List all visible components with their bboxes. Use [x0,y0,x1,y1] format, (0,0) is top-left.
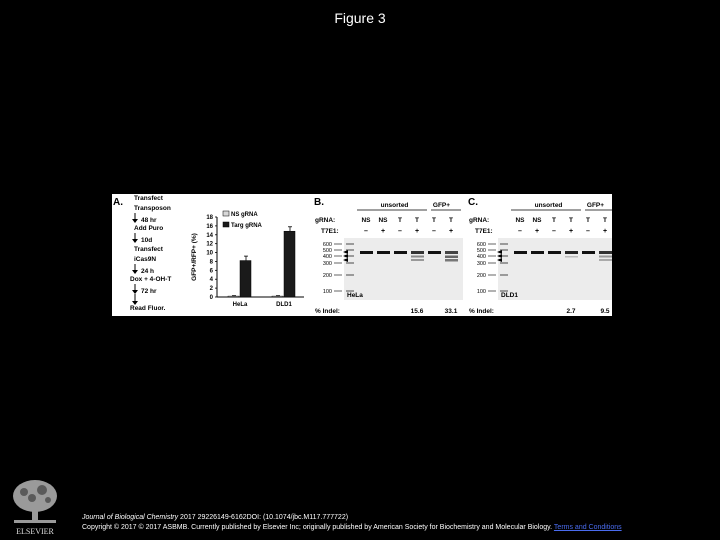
journal-name: Journal of Biological Chemistry [82,514,179,521]
panel-c-marker-label: 400 [476,254,486,260]
workflow-step: Transposon [134,205,171,212]
panel-c-lane-band [599,256,612,258]
panel-b-indel-value: 33.1 [444,308,458,315]
workflow-time: 72 hr [141,288,157,295]
panel-b-lane-band [377,251,390,254]
panel-b-marker-label: 400 [322,254,332,260]
panel-b-cell-line: HeLa [347,292,363,299]
panel-b-ladder-band [346,243,354,244]
legend-label: NS gRNA [231,212,258,218]
bar [284,231,295,297]
panel-c-t7-label: T7E1: [475,228,493,235]
panel-b-t7-lane: + [448,228,454,235]
panel-c-t7-lane: – [518,228,522,235]
panel-b-lane-band [445,251,458,254]
panel-b-t7-lane: + [380,228,386,235]
panel-b-grna-lane: T [449,217,453,224]
panel-b-lane-band [445,256,458,259]
panel-b-grna-lane: NS [378,217,388,224]
legend-swatch [223,222,229,227]
legend-label: Targ gRNA [231,223,262,229]
panel-c-marker-label: 600 [476,242,486,248]
figure-canvas [112,194,612,316]
workflow-step: Read Fluor. [130,305,166,312]
workflow-arrowhead [132,239,138,243]
y-tick-label: 0 [209,295,213,301]
panel-c-t7-lane: – [586,228,590,235]
panel-b-t7-lane: – [432,228,436,235]
panel-b-grna-lane: NS [361,217,371,224]
panel-c-ladder-band [500,274,508,275]
legend-swatch [223,211,229,216]
y-tick-label: 16 [206,223,213,230]
panel-c-grna-lane: NS [532,217,542,224]
workflow-step: Dox + 4-OH-T [130,276,172,283]
panel-c-grna-lane: T [552,217,556,224]
panel-b-t7-lane: – [398,228,402,235]
panel-c-label: C. [468,197,478,208]
panel-b-indel-label: % Indel: [315,308,340,315]
panel-c-cell-line: DLD1 [501,292,518,299]
panel-c-gel [498,238,612,300]
panel-b-indel-value: 15.6 [410,308,424,315]
panel-c-lane-band [599,259,612,261]
slide-title: Figure 3 [334,10,386,26]
panel-c-marker-label: 200 [476,273,486,279]
copyright-text: Copyright © 2017 © 2017 ASBMB. Currently published by Elsevier Inc; originally published by American Society for Biochemistry and Molecular Biology. [82,524,553,531]
panel-b-grna-lane: T [432,217,436,224]
panel-c-marker-label: 300 [476,261,486,267]
panel-b-lane-band [445,259,458,262]
panel-b-grna-lane: T [415,217,419,224]
panel-c-ladder-band [500,243,508,244]
y-tick-label: 10 [206,250,213,257]
panel-c-grna-lane: T [569,217,573,224]
workflow-step: iCas9N [134,256,157,263]
panel-c-grna-label: gRNA: [469,217,490,224]
panel-b-marker-label: 200 [322,273,332,279]
panel-c-t7-lane: + [602,228,608,235]
panel-c-lane-band [548,251,561,254]
panel-c-lane-band [565,251,578,254]
panel-c-ladder-band [500,262,508,263]
bar [272,296,283,297]
citation-text: 2017 29226149-6162DOI: (10.1074/jbc.M117.777722) [178,514,349,521]
workflow-arrowhead [132,219,138,223]
panel-c-marker-label: 100 [476,289,486,295]
panel-c-marker-label: 500 [476,248,486,254]
logo-text: ELSEVIER [16,527,54,536]
panel-c-header-unsorted: unsorted [534,202,563,209]
y-tick-label: 14 [206,232,213,239]
panel-c-t7-lane: – [552,228,556,235]
x-tick-label: DLD1 [276,302,292,308]
panel-b-grna-label: gRNA: [315,217,336,224]
panel-c-indel-label: % Indel: [469,308,494,315]
x-tick-label: HeLa [232,302,248,308]
panel-b-t7-lane: – [364,228,368,235]
panel-b-t7-lane: + [414,228,420,235]
panel-c-indel-value: 2.7 [566,308,576,315]
y-tick-label: 4 [209,277,213,284]
y-tick-label: 2 [209,286,213,293]
panel-b-lane-band [360,251,373,254]
panel-c-lane-band [599,251,612,254]
panel-c-header-sorted: GFP+ [586,202,605,209]
panel-b-grna-lane: T [398,217,402,224]
workflow-arrowhead [132,290,138,294]
panel-b-lane-band [394,251,407,254]
terms-link[interactable]: Terms and Conditions [553,524,622,531]
panel-c-lane-band [514,251,527,254]
panel-b-t7-label: T7E1: [321,228,339,235]
workflow-time: 10d [141,237,153,244]
panel-c-t7-lane: + [568,228,574,235]
y-tick-label: 12 [206,241,213,248]
panel-b-marker-label: 100 [322,289,332,295]
panel-a-label: A. [113,197,123,208]
panel-b-ladder-band [346,274,354,275]
workflow-step: Transfect [134,246,163,253]
panel-c-t7-lane: + [534,228,540,235]
panel-b-label: B. [314,197,324,208]
panel-b-ladder-band [346,262,354,263]
figure-panel [112,194,612,316]
workflow-time: 24 h [141,268,155,275]
panel-b-lane-band [428,251,441,254]
bar [228,296,239,297]
workflow-step: Transfect [134,195,163,202]
panel-c-indel-value: 9.5 [600,308,610,315]
panel-c-grna-lane: T [603,217,607,224]
panel-b-header-unsorted: unsorted [380,202,409,209]
y-tick-label: 18 [206,215,213,221]
panel-c-grna-lane: T [586,217,590,224]
bar [240,261,251,297]
panel-b-marker-label: 500 [322,248,332,254]
panel-b-lane-band [411,256,424,258]
y-tick-label: 8 [209,259,213,266]
panel-c-lane-band [531,251,544,254]
workflow-time: 48 hr [141,217,157,224]
workflow-step: Add Puro [134,225,164,232]
elsevier-logo-icon [4,476,66,538]
y-axis-label: GFP+/RFP+ (%) [191,233,198,281]
panel-b-marker-label: 300 [322,261,332,267]
panel-b-marker-label: 600 [322,242,332,248]
footer-citation [82,513,642,533]
workflow-arrowhead [132,270,138,274]
panel-b-lane-band [411,259,424,261]
panel-b-gel [344,238,463,300]
panel-c-grna-lane: NS [515,217,525,224]
y-tick-label: 6 [209,268,213,275]
panel-b-lane-band [411,251,424,254]
panel-b-header-sorted: GFP+ [432,202,451,209]
panel-c-lane-band [582,251,595,254]
panel-c-lane-band [565,256,578,258]
